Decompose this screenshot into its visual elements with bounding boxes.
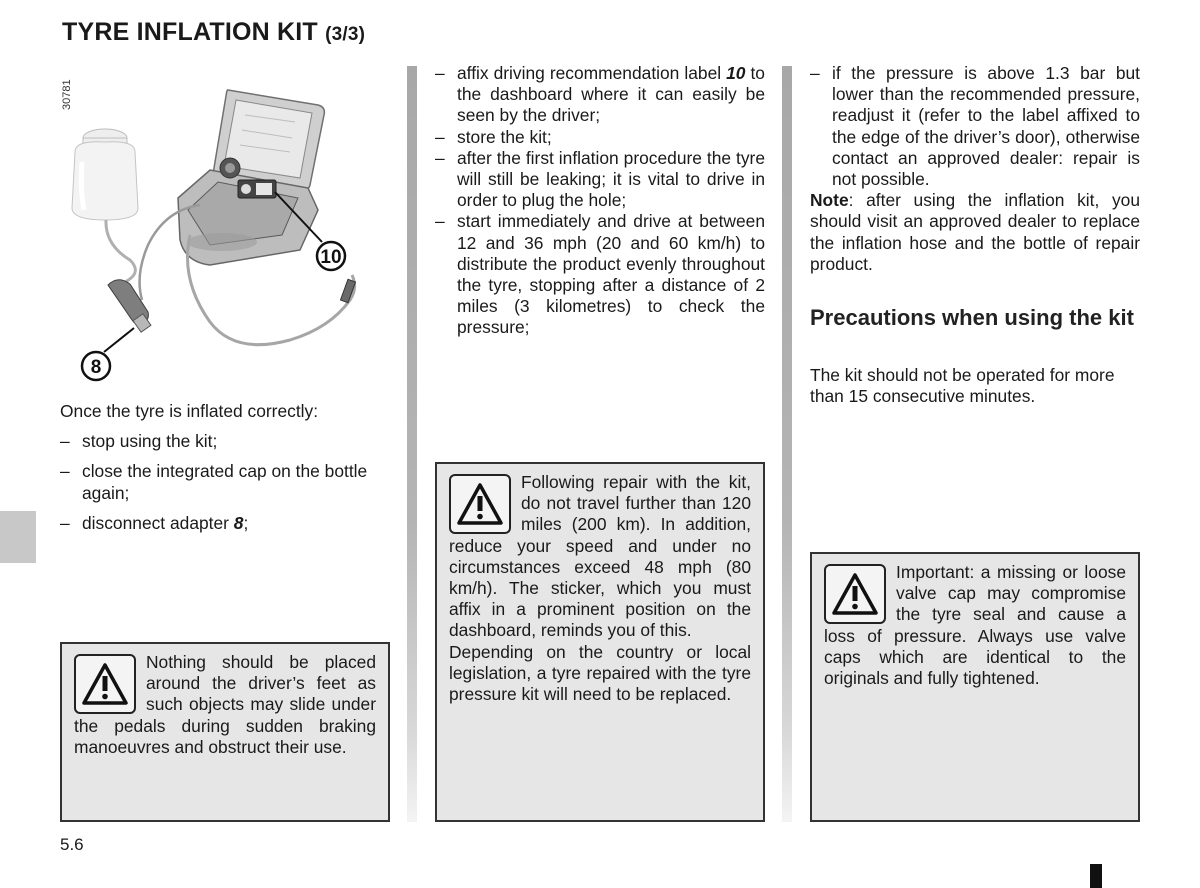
warning-triangle-icon <box>74 654 136 714</box>
column-divider-right <box>782 66 792 822</box>
adapter-reference: 8 <box>233 512 244 533</box>
figure-ref-number: 30781 <box>61 79 73 110</box>
power-adapter-plug-icon <box>108 280 151 332</box>
instructions-list <box>435 63 765 339</box>
note-label: Note <box>810 190 849 211</box>
warning-text-2: Depending on the country or local legislation, a tyre repaired with the tyre pressure kit will need to be replaced. <box>449 641 751 705</box>
warning-text: Important: a missing or loose valve cap may compromise the tyre seal and cause a loss of pressure. Always use valve caps which are identical to the originals and fully tightened. <box>824 562 1126 689</box>
list-item: – if the pressure is above 1.3 bar but lower than the recommended pressure, readjust it (refer to the label affixed to the edge of the driver’s door), otherwise contact an approved dealer: repair is not possible. <box>810 63 1140 190</box>
column-2-text <box>435 63 765 339</box>
list-item: – store the kit; <box>435 127 765 148</box>
warning-text: Following repair with the kit, do not travel further than 120 miles (200 km). In addition, reduce your speed and under no circumstances exceed 48 mph (80 km/h). The sticker, which you must affix in a prominent position on the dashboard, reminds you of this. <box>449 472 751 641</box>
warning-box-pedals <box>60 642 390 822</box>
list-item-text: to the dashboard where it can easily be seen by the driver; <box>457 63 765 126</box>
column-divider-left <box>407 66 417 822</box>
warning-box-valve-caps <box>810 552 1140 822</box>
column-3-text <box>810 63 1140 275</box>
intro-paragraph: Once the tyre is inflated correctly: <box>60 401 319 421</box>
label-reference: 10 <box>726 63 746 83</box>
page-number: 5.6 <box>60 835 84 854</box>
list-item-punct: ; <box>243 512 249 533</box>
page-title <box>62 18 365 47</box>
inflation-kit-illustration <box>60 70 390 390</box>
list-item: – after the first inflation procedure the tyre will still be leaking; it is vital to drive in order to plug the hole; <box>435 148 765 212</box>
list-item <box>435 63 765 127</box>
list-item-text: affix driving recommendation label <box>457 63 727 83</box>
note-paragraph <box>810 190 1140 275</box>
list-item <box>60 513 400 534</box>
warning-box-repair-limits <box>435 462 765 822</box>
list-item: – stop using the kit; <box>60 431 400 452</box>
column-1-text <box>60 401 400 543</box>
section-tab <box>0 511 36 563</box>
list-item: – close the integrated cap on the bottle again; <box>60 461 400 503</box>
page-title-suffix: (3/3) <box>325 24 366 45</box>
callout-10-label: 10 <box>320 247 342 268</box>
pressure-list <box>810 63 1140 190</box>
list-item-text: disconnect adapter <box>82 512 234 533</box>
note-text: : after using the inflation kit, you should visit an approved dealer to replace the inflation hose and the bottle of repair product. <box>810 190 1140 274</box>
warning-triangle-icon <box>824 564 886 624</box>
page-title-text: TYRE INFLATION KIT <box>62 18 318 46</box>
callout-8-label: 8 <box>90 357 102 378</box>
corner-mark <box>1090 864 1102 888</box>
precaution-paragraph: The kit should not be operated for more than 15 consecutive minutes. <box>810 365 1115 407</box>
warning-triangle-icon <box>449 474 511 534</box>
steps-list <box>60 431 400 534</box>
compressor-case-icon <box>178 90 324 265</box>
warning-text: Nothing should be placed around the driver’s feet as such objects may slide under the pedals during sudden braking manoeuvres and obstruct their use. <box>74 652 376 757</box>
list-item: – start immediately and drive at between 12 and 36 mph (20 and 60 km/h) to distribute the product evenly throughout the tyre, stopping after a distance of 2 miles (3 kilometres) to check the pressure; <box>435 211 765 338</box>
section-heading: Precautions when using the kit <box>810 305 1134 330</box>
sealant-bottle-icon <box>72 129 138 220</box>
